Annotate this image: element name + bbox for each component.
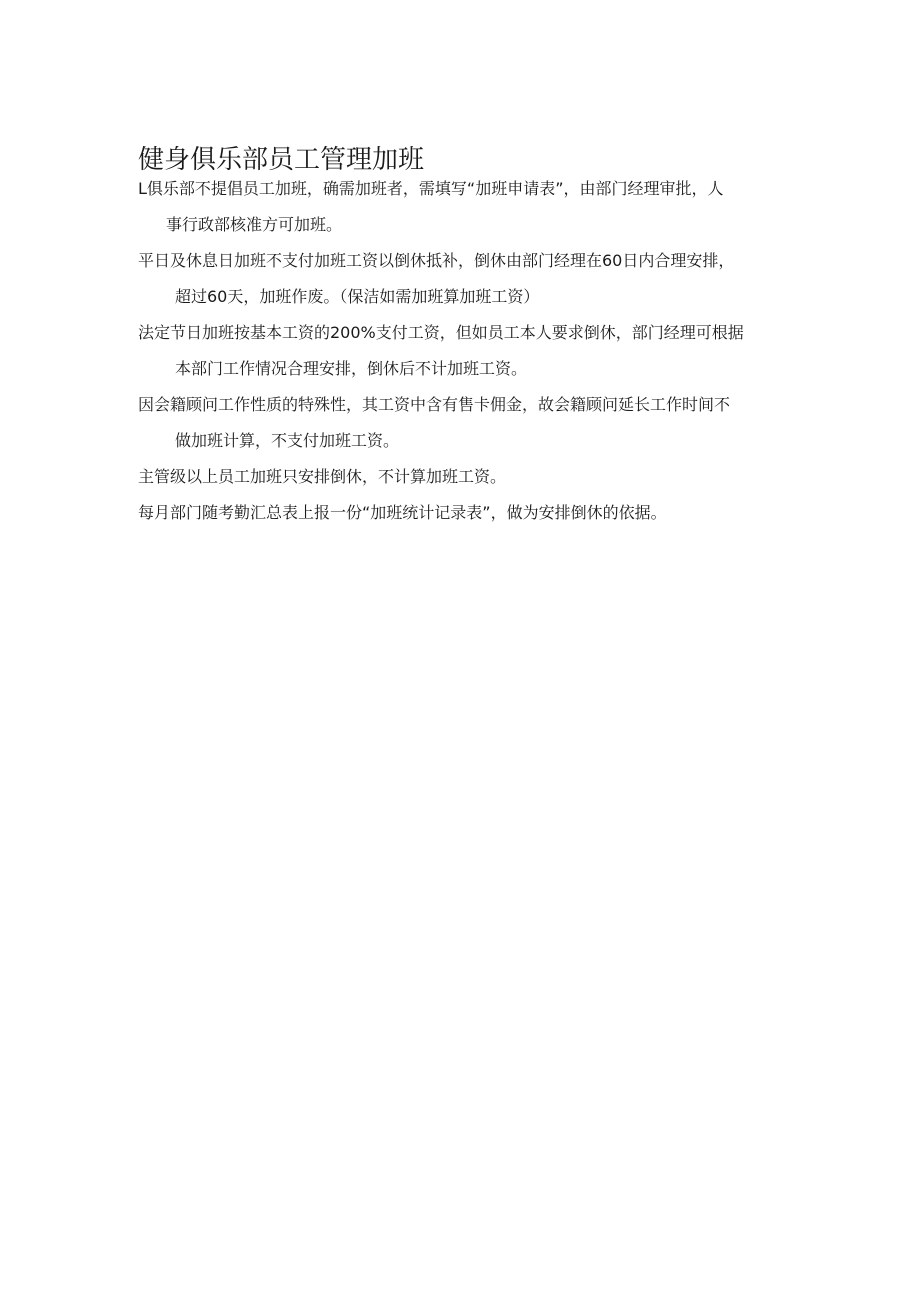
paragraph-2-line-2: 超过60天，加班作废。（保洁如需加班算加班工资）: [175, 287, 540, 306]
paragraph-6: [138, 495, 788, 531]
paragraph-1-line-2: 事行政部核准方可加班。: [166, 215, 343, 234]
paragraph-1: [138, 171, 788, 243]
paragraph-2-line-1: 平日及休息日加班不支付加班工资以倒休抵补，倒休由部门经理在60日内合理安排，: [138, 251, 735, 270]
paragraph-6-line-1: 每月部门随考勤汇总表上报一份“加班统计记录表”，做为安排倒休的依据。: [138, 503, 667, 522]
paragraph-5-line-1: 主管级以上员工加班只安排倒休，不计算加班工资。: [138, 467, 507, 486]
paragraph-1-line-1: L俱乐部不提倡员工加班，确需加班者，需填写“加班申请表”，由部门经理审批，人: [138, 179, 724, 198]
paragraph-4-line-1: 因会籍顾问工作性质的特殊性，其工资中含有售卡佣金，故会籍顾问延长工作时间不: [138, 395, 731, 414]
paragraph-3-line-1: 法定节日加班按基本工资的200%支付工资，但如员工本人要求倒休，部门经理可根据: [138, 323, 744, 342]
paragraph-4: [138, 387, 788, 459]
paragraph-4-line-2: 做加班计算，不支付加班工资。: [175, 431, 400, 450]
paragraph-2: [138, 243, 788, 315]
paragraph-5: [138, 459, 788, 495]
paragraph-3: [138, 315, 788, 387]
document-title: 健身俱乐部员工管理加班: [138, 145, 425, 176]
paragraph-3-line-2: 本部门工作情况合理安排，倒休后不计加班工资。: [175, 359, 528, 378]
